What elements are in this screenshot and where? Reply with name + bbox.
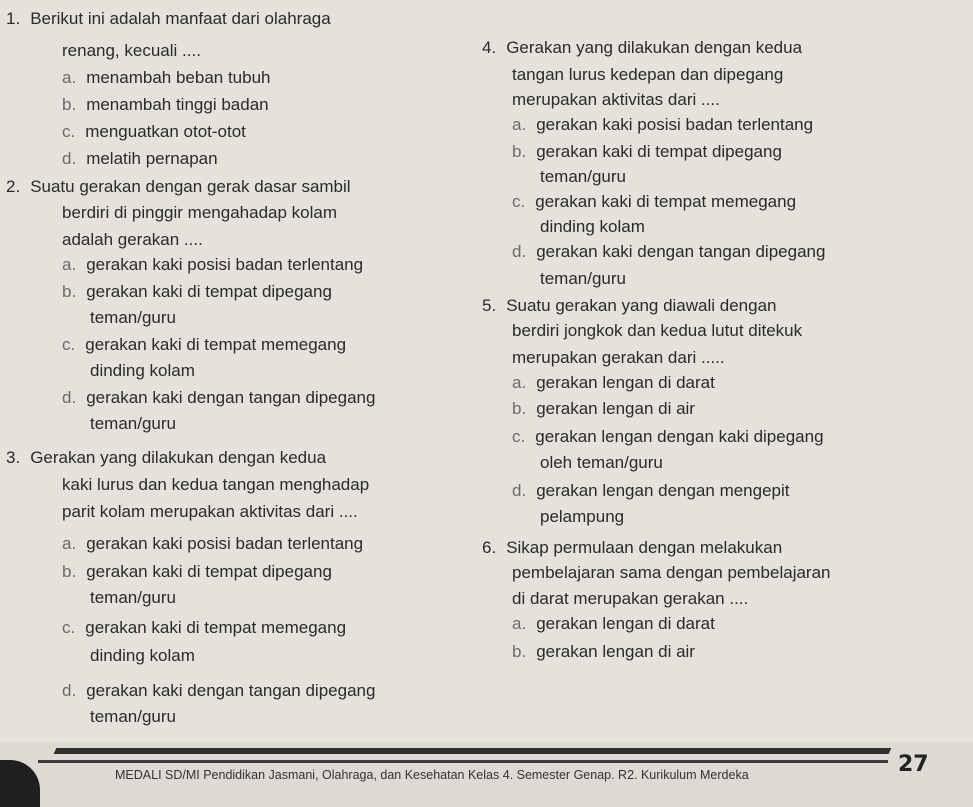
page-number: 27: [898, 752, 929, 777]
option-marker: b.: [512, 399, 527, 418]
answer-option: [512, 613, 715, 635]
text-continuation: [62, 229, 203, 251]
line-text: menambah tinggi badan: [86, 95, 269, 114]
line-text: teman/guru: [90, 414, 176, 433]
question-number: 3.: [6, 448, 21, 467]
line-text: berdiri jongkok dan kedua lutut ditekuk: [512, 321, 803, 340]
answer-option: [62, 387, 375, 409]
line-text: teman/guru: [90, 588, 176, 607]
answer-option: [512, 141, 782, 163]
text-continuation: [512, 320, 802, 342]
text-continuation: [90, 706, 176, 728]
text-continuation: [540, 216, 645, 238]
line-text: menambah beban tubuh: [86, 68, 271, 87]
line-text: gerakan kaki dengan tangan dipegang: [86, 681, 376, 700]
option-marker: a.: [62, 255, 77, 274]
line-text: Sikap permulaan dengan melakukan: [506, 538, 783, 557]
line-text: di darat merupakan gerakan ....: [512, 589, 749, 608]
line-text: gerakan kaki di tempat memegang: [85, 618, 347, 637]
text-continuation: [62, 40, 201, 62]
line-text: gerakan kaki posisi badan terlentang: [86, 534, 364, 553]
line-text: gerakan lengan di air: [536, 642, 695, 661]
line-text: gerakan lengan dengan mengepit: [536, 481, 790, 500]
answer-option: [62, 334, 346, 356]
line-text: gerakan kaki dengan tangan dipegang: [536, 242, 826, 261]
answer-option: [62, 94, 269, 116]
option-marker: c.: [512, 192, 526, 211]
option-marker: a.: [62, 68, 77, 87]
text-continuation: [512, 64, 783, 86]
option-marker: c.: [62, 335, 76, 354]
line-text: Suatu gerakan dengan gerak dasar sambil: [30, 177, 351, 196]
option-marker: b.: [512, 642, 527, 661]
footer-rule-secondary: [38, 760, 888, 763]
line-text: pembelajaran sama dengan pembelajaran: [512, 563, 831, 582]
option-marker: b.: [512, 142, 527, 161]
text-continuation: [512, 347, 725, 369]
answer-option: [512, 480, 790, 502]
line-text: teman/guru: [90, 308, 176, 327]
line-text: gerakan kaki dengan tangan dipegang: [86, 388, 376, 407]
answer-option: [512, 398, 695, 420]
answer-option: [512, 641, 695, 663]
line-text: Gerakan yang dilakukan dengan kedua: [30, 448, 327, 467]
option-marker: b.: [62, 282, 77, 301]
line-text: gerakan kaki di tempat memegang: [85, 335, 347, 354]
question-line: [6, 8, 331, 30]
question-line: [482, 537, 782, 559]
option-marker: c.: [62, 618, 76, 637]
option-marker: d.: [62, 149, 77, 168]
footer-text: MEDALI SD/MI Pendidikan Jasmani, Olahraga, dan Kesehatan Kelas 4. Semester Genap. R2. Kurikulum Merdeka: [115, 768, 749, 782]
question-number: 1.: [6, 9, 21, 28]
line-text: pelampung: [540, 507, 625, 526]
line-text: gerakan lengan dengan kaki dipegang: [535, 427, 824, 446]
answer-option: [62, 148, 218, 170]
line-text: dinding kolam: [90, 646, 195, 665]
answer-option: [62, 680, 375, 702]
line-text: gerakan kaki di tempat dipegang: [86, 282, 332, 301]
line-text: teman/guru: [540, 167, 626, 186]
question-number: 5.: [482, 296, 497, 315]
line-text: teman/guru: [90, 707, 176, 726]
text-continuation: [90, 645, 195, 667]
option-marker: c.: [512, 427, 526, 446]
question-line: [482, 295, 777, 317]
text-continuation: [90, 413, 176, 435]
text-continuation: [512, 588, 748, 610]
option-marker: a.: [62, 534, 77, 553]
line-text: teman/guru: [540, 269, 626, 288]
answer-option: [62, 281, 332, 303]
line-text: parit kolam merupakan aktivitas dari ....: [62, 502, 358, 521]
answer-option: [62, 561, 332, 583]
question-number: 6.: [482, 538, 497, 557]
answer-option: [62, 533, 363, 555]
text-continuation: [90, 307, 176, 329]
answer-option: [512, 372, 715, 394]
line-text: gerakan lengan di air: [536, 399, 695, 418]
text-continuation: [540, 166, 626, 188]
line-text: gerakan kaki posisi badan terlentang: [86, 255, 364, 274]
question-number: 4.: [482, 38, 497, 57]
line-text: adalah gerakan ....: [62, 230, 203, 249]
text-continuation: [540, 506, 624, 528]
line-text: Berikut ini adalah manfaat dari olahraga: [30, 9, 331, 28]
option-marker: d.: [62, 388, 77, 407]
option-marker: d.: [62, 681, 77, 700]
answer-option: [62, 121, 246, 143]
text-continuation: [62, 501, 358, 523]
line-text: gerakan kaki posisi badan terlentang: [536, 115, 814, 134]
line-text: gerakan lengan di darat: [536, 373, 715, 392]
option-marker: a.: [512, 614, 527, 633]
answer-option: [512, 191, 796, 213]
text-continuation: [62, 202, 337, 224]
text-continuation: [62, 474, 369, 496]
text-continuation: [540, 452, 663, 474]
line-text: oleh teman/guru: [540, 453, 663, 472]
line-text: gerakan kaki di tempat memegang: [535, 192, 797, 211]
line-text: Gerakan yang dilakukan dengan kedua: [506, 38, 803, 57]
option-marker: b.: [62, 562, 77, 581]
line-text: berdiri di pinggir mengahadap kolam: [62, 203, 337, 222]
answer-option: [512, 426, 824, 448]
text-continuation: [90, 587, 176, 609]
line-text: kaki lurus dan kedua tangan menghadap: [62, 475, 370, 494]
line-text: renang, kecuali ....: [62, 41, 201, 60]
question-number: 2.: [6, 177, 21, 196]
question-line: [6, 447, 326, 469]
text-continuation: [512, 89, 720, 111]
option-marker: a.: [512, 115, 527, 134]
line-text: merupakan gerakan dari .....: [512, 348, 725, 367]
line-text: menguatkan otot-otot: [85, 122, 246, 141]
line-text: dinding kolam: [540, 217, 645, 236]
line-text: Suatu gerakan yang diawali dengan: [506, 296, 777, 315]
option-marker: b.: [62, 95, 77, 114]
answer-option: [62, 617, 346, 639]
footer-rule: [54, 748, 892, 754]
option-marker: a.: [512, 373, 527, 392]
answer-option: [512, 241, 825, 263]
text-continuation: [512, 562, 831, 584]
line-text: merupakan aktivitas dari ....: [512, 90, 720, 109]
answer-option: [62, 67, 271, 89]
line-text: melatih pernapan: [86, 149, 218, 168]
line-text: tangan lurus kedepan dan dipegang: [512, 65, 784, 84]
question-line: [482, 37, 802, 59]
option-marker: d.: [512, 242, 527, 261]
question-line: [6, 176, 351, 198]
option-marker: c.: [62, 122, 76, 141]
option-marker: d.: [512, 481, 527, 500]
line-text: gerakan lengan di darat: [536, 614, 715, 633]
text-continuation: [90, 360, 195, 382]
text-continuation: [540, 268, 626, 290]
answer-option: [62, 254, 363, 276]
line-text: gerakan kaki di tempat dipegang: [536, 142, 782, 161]
answer-option: [512, 114, 813, 136]
line-text: gerakan kaki di tempat dipegang: [86, 562, 332, 581]
line-text: dinding kolam: [90, 361, 195, 380]
